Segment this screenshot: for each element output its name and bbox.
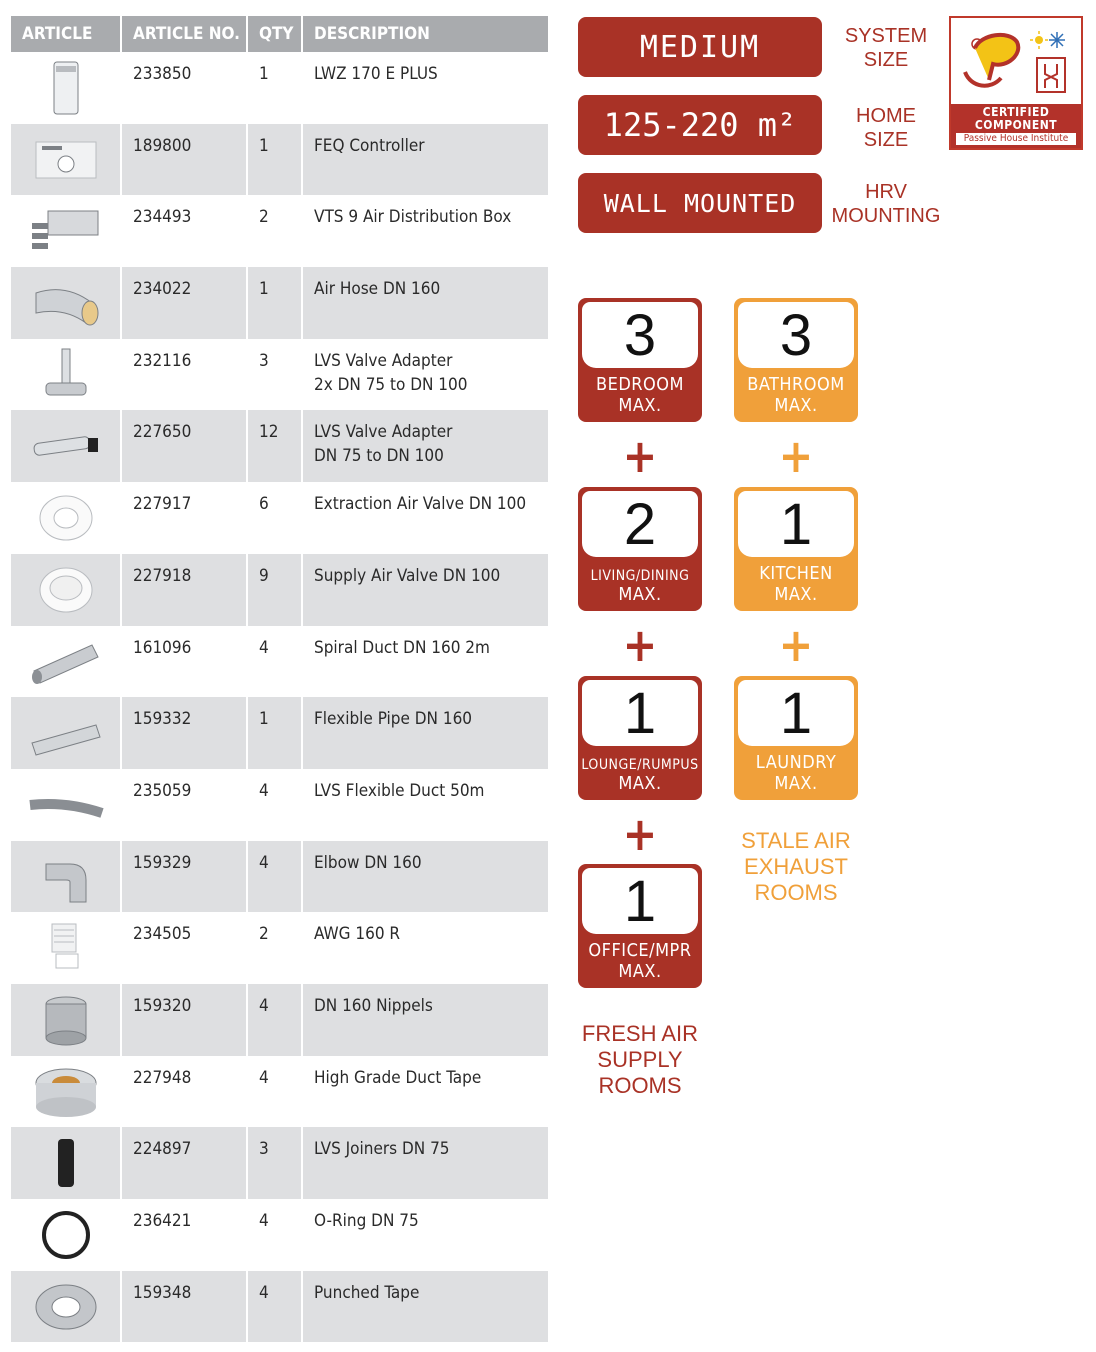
article-qty: 3 [248, 339, 303, 411]
article-qty: 4 [248, 626, 303, 698]
table-row [11, 410, 548, 482]
table-row [11, 1271, 548, 1343]
article-number: 233850 [122, 52, 248, 124]
article-number: 227650 [122, 410, 248, 482]
article-image [11, 267, 122, 339]
article-image [11, 1271, 122, 1343]
table-row [11, 1056, 548, 1128]
extraction-valve-icon [26, 488, 106, 548]
distribution-box-icon [26, 201, 106, 261]
article-description [303, 410, 548, 482]
article-qty: 12 [248, 410, 303, 482]
article-description [303, 1127, 548, 1199]
description-line1: O-Ring DN 75 [314, 1211, 419, 1231]
table-row [11, 1199, 548, 1271]
table-row [11, 984, 548, 1056]
plus-icon: + [778, 429, 814, 483]
article-image [11, 841, 122, 913]
article-image [11, 195, 122, 267]
room-max: MAX. [618, 584, 662, 605]
article-number: 227948 [122, 1056, 248, 1128]
article-number: 235059 [122, 769, 248, 841]
article-description [303, 626, 548, 698]
header-article: ARTICLE [11, 16, 122, 52]
table-row [11, 769, 548, 841]
o-ring-icon [26, 1205, 106, 1265]
room-count: 2 [582, 491, 698, 557]
room-tile-living-dining [578, 487, 702, 611]
article-number: 159329 [122, 841, 248, 913]
article-image [11, 769, 122, 841]
room-label: LAUNDRY [755, 752, 837, 773]
article-description [303, 267, 548, 339]
article-number: 224897 [122, 1127, 248, 1199]
article-image [11, 52, 122, 124]
article-image [11, 697, 122, 769]
article-image [11, 339, 122, 411]
description-line2: 2x DN 75 to DN 100 [314, 374, 468, 395]
room-label: OFFICE/MPR [588, 940, 692, 961]
home-size-pill [578, 95, 822, 155]
caption-line: EXHAUST [744, 854, 848, 879]
article-number: 189800 [122, 124, 248, 196]
description-line1: FEQ Controller [314, 135, 425, 156]
certified-component-badge [949, 16, 1083, 150]
article-qty: 4 [248, 984, 303, 1056]
article-number: 159332 [122, 697, 248, 769]
description-line1: Punched Tape [314, 1282, 420, 1303]
description-line1: LVS Valve Adapter [314, 350, 453, 371]
article-description [303, 1056, 548, 1128]
flexible-duct-icon [26, 775, 106, 835]
room-tile-bathroom [734, 298, 858, 422]
home-size-value: 125-220 m² [603, 106, 797, 144]
caption-line: ROOMS [598, 1073, 682, 1098]
table-row [11, 626, 548, 698]
room-count: 1 [738, 680, 854, 746]
duct-tape-icon [26, 1061, 106, 1121]
article-qty: 1 [248, 52, 303, 124]
room-max: MAX. [774, 584, 818, 605]
article-number: 159320 [122, 984, 248, 1056]
article-image [11, 912, 122, 984]
description-line1: VTS 9 Air Distribution Box [314, 207, 512, 228]
room-max: MAX. [774, 773, 818, 794]
article-number: 234493 [122, 195, 248, 267]
snowflake-icon [1049, 32, 1065, 48]
article-image [11, 554, 122, 626]
article-qty: 4 [248, 1271, 303, 1343]
air-hose-icon [26, 273, 106, 333]
room-tile-lounge-rumpus [578, 676, 702, 800]
header-description: DESCRIPTION [314, 24, 430, 44]
system-size-value: MEDIUM [639, 29, 761, 65]
punched-tape-icon [26, 1277, 106, 1337]
article-image [11, 124, 122, 196]
table-row [11, 841, 548, 913]
room-label: BATHROOM [747, 374, 845, 395]
header-qty: QTY [248, 16, 303, 52]
room-label: LOUNGE/RUMPUS [581, 757, 699, 773]
heat-exchange-icon [1037, 58, 1065, 92]
description-line1: Spiral Duct DN 160 2m [314, 637, 490, 658]
room-tile-laundry [734, 676, 858, 800]
system-size-label-line2: SIZE [863, 49, 909, 71]
mounting-value: WALL MOUNTED [603, 188, 797, 218]
system-size-label-line1: SYSTEM [844, 25, 928, 47]
caption-line: FRESH AIR [581, 1021, 699, 1046]
article-description [303, 1271, 548, 1343]
plus-icon: + [622, 429, 658, 483]
table-row [11, 267, 548, 339]
certified-text: CERTIFIED [982, 105, 1050, 119]
article-number: 159348 [122, 1271, 248, 1343]
article-image [11, 626, 122, 698]
home-size-label-line2: SIZE [863, 129, 909, 151]
description-line1: Extraction Air Valve DN 100 [314, 494, 527, 515]
article-number: 236421 [122, 1199, 248, 1271]
room-count: 1 [582, 868, 698, 934]
mounting-label-line2: MOUNTING [831, 205, 941, 227]
header-article-no: ARTICLE NO. [122, 16, 248, 52]
parts-table [11, 16, 548, 1342]
room-tile-kitchen [734, 487, 858, 611]
valve-adapter-pipe-icon [26, 416, 106, 476]
article-qty: 2 [248, 195, 303, 267]
article-description [303, 124, 548, 196]
article-number: 227918 [122, 554, 248, 626]
article-description [303, 841, 548, 913]
description-line1: Air Hose DN 160 [314, 279, 441, 300]
room-count: 3 [582, 302, 698, 368]
description-line1: LVS Flexible Duct 50m [314, 780, 485, 801]
home-size-label [826, 104, 946, 152]
system-size-pill [578, 17, 822, 77]
table-row [11, 1127, 548, 1199]
table-header [11, 16, 548, 52]
plus-icon: + [622, 807, 658, 861]
room-count: 3 [738, 302, 854, 368]
description-line1: Flexible Pipe DN 160 [314, 709, 473, 730]
article-qty: 1 [248, 267, 303, 339]
table-row [11, 52, 548, 124]
room-label: KITCHEN [759, 563, 833, 584]
mounting-pill [578, 173, 822, 233]
article-number: 161096 [122, 626, 248, 698]
passive-house-logo-icon [951, 18, 1081, 102]
room-max: MAX. [774, 395, 818, 416]
table-row [11, 195, 548, 267]
article-description [303, 52, 548, 124]
home-size-label-line1: HOME [856, 105, 916, 127]
room-tile-bedroom [578, 298, 702, 422]
article-image [11, 1127, 122, 1199]
institute-text: Passive House Institute [956, 133, 1076, 145]
description-line1: DN 160 Nippels [314, 995, 433, 1016]
description-line2: DN 75 to DN 100 [314, 446, 444, 467]
article-qty: 2 [248, 912, 303, 984]
article-qty: 4 [248, 1056, 303, 1128]
article-description [303, 697, 548, 769]
controller-icon [26, 130, 106, 190]
article-image [11, 1199, 122, 1271]
mounting-label-line1: HRV [865, 181, 907, 203]
room-label: BEDROOM [595, 374, 685, 395]
room-max: MAX. [618, 773, 662, 794]
article-qty: 4 [248, 769, 303, 841]
table-row [11, 482, 548, 554]
article-description [303, 554, 548, 626]
joiner-icon [26, 1133, 106, 1193]
article-image [11, 984, 122, 1056]
description-line1: High Grade Duct Tape [314, 1067, 482, 1088]
table-row [11, 697, 548, 769]
description-line1: LVS Valve Adapter [314, 422, 453, 443]
caption-line: STALE AIR [741, 828, 851, 853]
room-max: MAX. [618, 395, 662, 416]
plus-icon: + [622, 618, 658, 672]
elbow-icon [26, 846, 106, 906]
description-line1: LVS Joiners DN 75 [314, 1139, 450, 1160]
article-description [303, 195, 548, 267]
supply-valve-icon [26, 560, 106, 620]
spiral-duct-icon [26, 631, 106, 691]
valve-adapter-icon [26, 345, 106, 405]
mounting-label [826, 180, 946, 228]
article-qty: 9 [248, 554, 303, 626]
wall-grille-icon [26, 918, 106, 978]
room-count: 1 [738, 491, 854, 557]
article-image [11, 1056, 122, 1128]
article-description [303, 339, 548, 411]
article-image [11, 410, 122, 482]
table-row [11, 339, 548, 411]
article-image [11, 482, 122, 554]
table-row [11, 912, 548, 984]
table-row [11, 124, 548, 196]
description-line1: Elbow DN 160 [314, 852, 422, 873]
article-description [303, 984, 548, 1056]
room-tile-office-mpr [578, 864, 702, 988]
room-label: LIVING/DINING [590, 568, 690, 584]
caption-line: ROOMS [754, 880, 838, 905]
article-description [303, 912, 548, 984]
article-description [303, 482, 548, 554]
description-line1: AWG 160 R [314, 924, 401, 945]
flexible-pipe-icon [26, 703, 106, 763]
article-description [303, 1199, 548, 1271]
hrv-unit-icon [26, 58, 106, 118]
article-number: 227917 [122, 482, 248, 554]
article-qty: 3 [248, 1127, 303, 1199]
article-number: 234022 [122, 267, 248, 339]
article-qty: 4 [248, 841, 303, 913]
nipple-icon [26, 990, 106, 1050]
article-number: 234505 [122, 912, 248, 984]
table-body [11, 52, 548, 1342]
plus-icon: + [778, 618, 814, 672]
supply-rooms-caption [560, 1021, 720, 1099]
sun-icon [1030, 31, 1048, 49]
article-description [303, 769, 548, 841]
room-max: MAX. [618, 961, 662, 982]
article-qty: 6 [248, 482, 303, 554]
caption-line: SUPPLY [597, 1047, 683, 1072]
article-qty: 1 [248, 697, 303, 769]
room-count: 1 [582, 680, 698, 746]
exhaust-rooms-caption [716, 828, 876, 906]
description-line1: Supply Air Valve DN 100 [314, 565, 501, 586]
table-row [11, 554, 548, 626]
article-number: 232116 [122, 339, 248, 411]
article-qty: 4 [248, 1199, 303, 1271]
article-qty: 1 [248, 124, 303, 196]
component-text: COMPONENT [974, 118, 1058, 132]
description-line1: LWZ 170 E PLUS [314, 64, 438, 84]
system-size-label [826, 24, 946, 72]
